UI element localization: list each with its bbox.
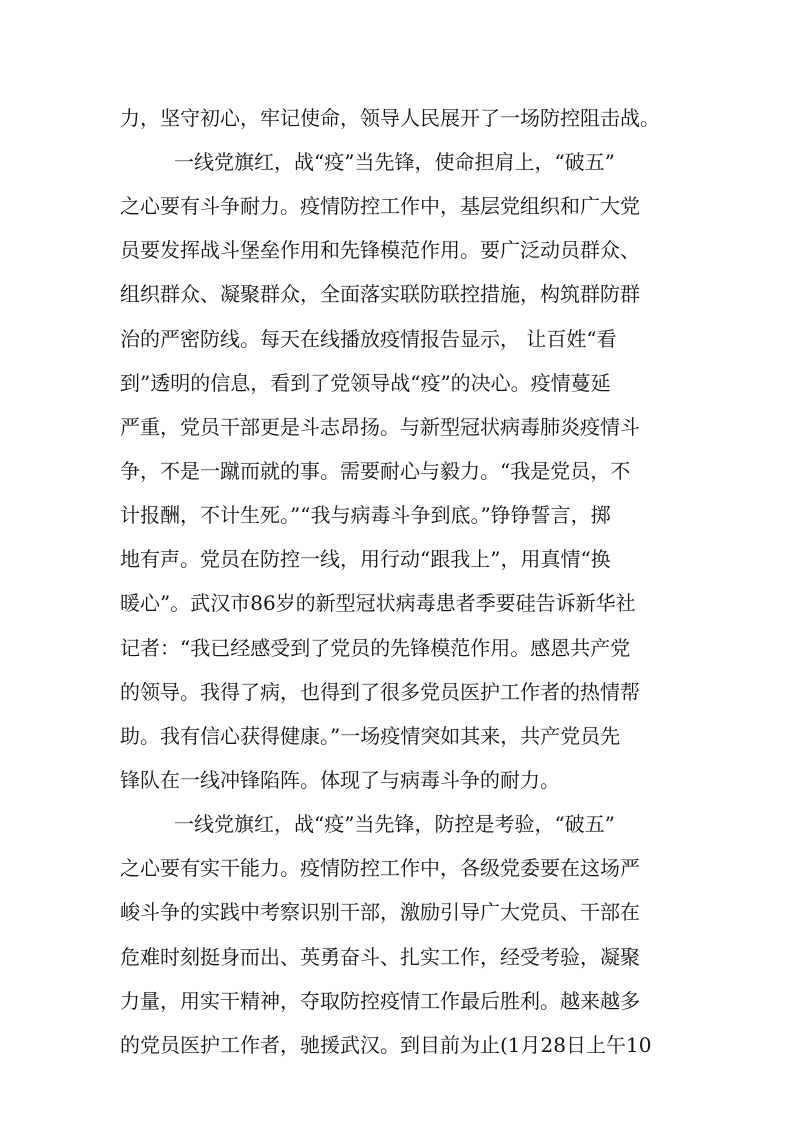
paragraph-line: 锋队在一线冲锋陷阵。体现了与病毒斗争的耐力。: [120, 768, 560, 792]
paragraph-line: 力量，用实干精神，夺取防控疫情工作最后胜利。越来越多: [120, 989, 640, 1013]
paragraph-line: 严重，党员干部更是斗志昂扬。与新型冠状病毒肺炎疫情斗: [120, 415, 640, 439]
paragraph-line: 之心要有斗争耐力。疫情防控工作中，基层党组织和广大党: [120, 194, 640, 218]
paragraph-line: 员要发挥战斗堡垒作用和先锋模范作用。要广泛动员群众、: [120, 238, 640, 262]
paragraph-line: 治的严密防线。每天在线播放疫情报告显示， 让百姓“看: [120, 327, 617, 351]
paragraph-line: 助。我有信心获得健康。”一场疫情突如其来，共产党员先: [120, 724, 621, 748]
paragraph-line: 峻斗争的实践中考察识别干部，激励引导广大党员、干部在: [120, 900, 640, 924]
paragraph-line: 计报酬，不计生死。”“我与病毒斗争到底。”铮铮誓言，掷: [120, 503, 611, 527]
paragraph-line: 组织群众、凝聚群众，全面落实联防联控措施，构筑群防群: [120, 282, 640, 306]
paragraph-line: 到”透明的信息，看到了党领导战“疫”的决心。疫情蔓延: [120, 371, 611, 395]
paragraph-line: 的党员医护工作者，驰援武汉。到目前为止(1月28日上午10: [120, 1033, 652, 1057]
paragraph-line: 一线党旗红，战“疫”当先锋，防控是考验，“破五”: [174, 812, 615, 836]
paragraph-line: 记者：“我已经感受到了党员的先锋模范作用。感恩共产党: [120, 636, 631, 660]
paragraph-line: 暖心”。武汉市86岁的新型冠状病毒患者季要硅告诉新华社: [120, 591, 636, 615]
paragraph-line: 危难时刻挺身而出、英勇奋斗、扎实工作，经受考验，凝聚: [120, 945, 640, 969]
paragraph-line: 力，坚守初心，牢记使命，领导人民展开了一场防控阻击战。: [120, 106, 660, 130]
paragraph-line: 一线党旗红，战“疫”当先锋，使命担肩上，“破五”: [174, 150, 615, 174]
paragraph-line: 之心要有实干能力。疫情防控工作中，各级党委要在这场严: [120, 856, 640, 880]
paragraph-line: 的领导。我得了病，也得到了很多党员医护工作者的热情帮: [120, 680, 640, 704]
paragraph-line: 争，不是一蹴而就的事。需要耐心与毅力。“我是党员，不: [120, 459, 631, 483]
paragraph-line: 地有声。党员在防控一线，用行动“跟我上”，用真情“换: [120, 547, 611, 571]
